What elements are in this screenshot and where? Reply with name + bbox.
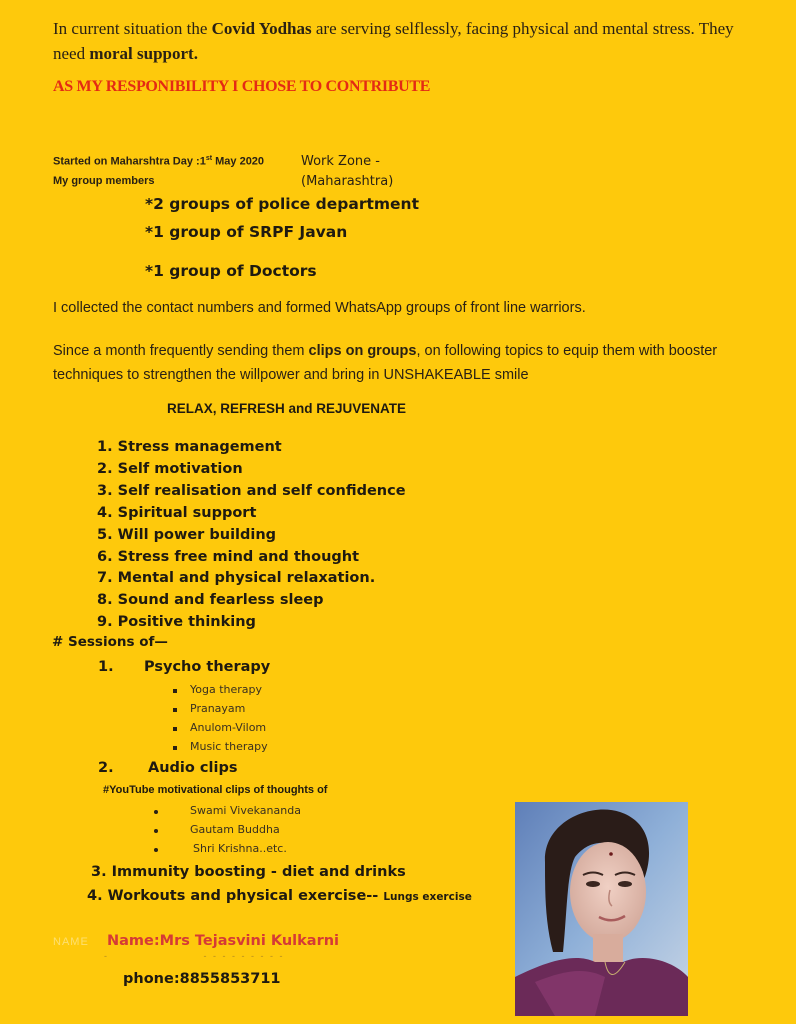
intro-bold-covid-yodhas: Covid Yodhas (211, 19, 312, 38)
youtube-note: #YouTube motivational clips of thoughts of (103, 784, 328, 796)
group-item: *1 group of Doctors (145, 262, 317, 280)
intro-paragraph (53, 16, 753, 66)
session-subitem: Yoga therapy (190, 683, 263, 696)
portrait-illustration (515, 802, 688, 1016)
session-title: Psycho therapy (144, 659, 271, 675)
portrait-photo (515, 802, 688, 1016)
group-item: *1 group of SRPF Javan (145, 223, 348, 241)
workouts-main: 4. Workouts and physical exercise-- (87, 888, 384, 904)
immunity-item: 3. Immunity boosting - diet and drinks (91, 864, 406, 880)
square-bullet-icon (173, 689, 177, 693)
started-suffix: May 2020 (212, 155, 265, 168)
session-subitem: Music therapy (190, 740, 268, 753)
dotted-underline: - - - - - - - - - - (104, 951, 285, 961)
page-heading: AS MY RESPONIBILITY I CHOSE TO CONTRIBUTE (53, 78, 431, 95)
intro-text-2: are serving selflessly, facing physical and mental stress. They need (53, 19, 734, 63)
square-bullet-icon (173, 746, 177, 750)
workouts-note: Lungs exercise (383, 891, 472, 903)
contact-phone: phone:8855853711 (123, 971, 281, 987)
workouts-item (87, 888, 472, 904)
sessions-label: # Sessions of— (52, 634, 168, 650)
intro-bold-moral-support: moral support. (89, 44, 198, 63)
session-title: Audio clips (148, 760, 238, 776)
since-text-1: Since a month frequently sending them (53, 343, 309, 359)
bullet-dot-icon (154, 829, 158, 833)
since-text-2: , on following topics to equip them with booster techniques to strengthen the willpower and bring in UNSHAKEABLE smile (53, 343, 718, 383)
session-number: 1. (98, 659, 114, 675)
ghost-name-label: NAME (53, 936, 89, 948)
collected-paragraph: I collected the contact numbers and formed WhatsApp groups of front line warriors. (53, 300, 586, 316)
group-members-label: My group members (53, 175, 155, 187)
topics-list (97, 437, 406, 634)
topic-item: 4. Spiritual support (97, 504, 257, 521)
topic-item: 6. Stress free mind and thought (97, 548, 360, 565)
audio-subitem: Swami Vivekananda (190, 804, 301, 817)
since-paragraph (53, 339, 773, 387)
intro-text-1: In current situation the (53, 19, 212, 38)
audio-subitem: Shri Krishna..etc. (193, 842, 287, 855)
started-sup: st (205, 155, 213, 162)
started-prefix: Started on Maharshtra Day :1 (53, 155, 206, 168)
topic-item: 1. Stress management (97, 439, 282, 455)
bullet-dot-icon (154, 848, 158, 852)
topic-item: 5. Will power building (97, 526, 277, 543)
topic-item: 7. Mental and physical relaxation. (97, 570, 376, 587)
group-item: *2 groups of police department (145, 195, 420, 213)
relax-heading: RELAX, REFRESH and REJUVENATE (167, 401, 407, 416)
work-zone: Work Zone - (Maharashtra) (301, 154, 394, 189)
topic-item: 2. Self motivation (97, 460, 243, 477)
since-bold: clips on groups (308, 343, 417, 359)
session-subitem: Pranayam (190, 702, 246, 715)
square-bullet-icon (173, 727, 177, 731)
topic-item: 8. Sound and fearless sleep (97, 592, 324, 609)
bullet-dot-icon (154, 810, 158, 814)
topic-item: 3. Self realisation and self confidence (97, 482, 406, 499)
session-number: 2. (98, 760, 114, 776)
square-bullet-icon (173, 708, 177, 712)
topic-item: 9. Positive thinking (97, 614, 256, 631)
session-subitem: Anulom-Vilom (190, 721, 267, 734)
contact-name: Name:Mrs Tejasvini Kulkarni (107, 933, 340, 949)
started-date (53, 155, 264, 168)
audio-subitem: Gautam Buddha (190, 823, 280, 836)
